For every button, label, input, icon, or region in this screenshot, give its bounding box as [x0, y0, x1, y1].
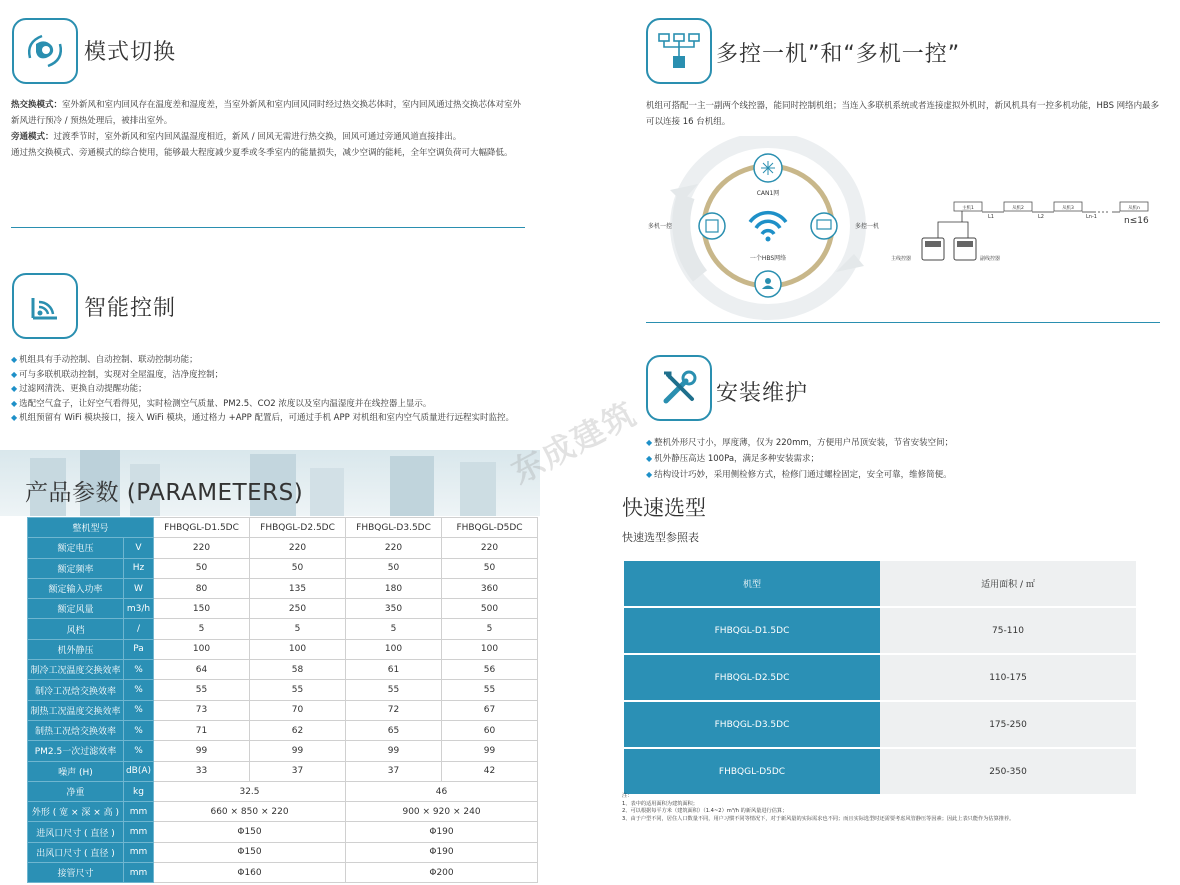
can-label: CAN1网: [756, 190, 780, 197]
table-row: 额定风量 m3/h 150 250 350 500: [28, 599, 538, 619]
svg-text:主机1: 主机1: [962, 206, 974, 211]
smart-control-icon-box: [12, 273, 78, 339]
tools-icon: [656, 365, 702, 411]
table-row: 制冷工况焓交换效率 % 55 55 55 55: [28, 680, 538, 700]
install-list: [646, 435, 1166, 483]
table-header-row: [28, 518, 538, 538]
params-title: 产品参数 (PARAMETERS): [25, 480, 304, 506]
bullet-icon: ◆: [646, 438, 653, 447]
n-label: n≤16: [1124, 216, 1149, 226]
table-row: 出风口尺寸 ( 直径 ) mm Φ150 Φ190: [28, 842, 538, 862]
divider-right-1: [646, 322, 1160, 323]
table-row: PM2.5一次过滤效率 % 99 99 99 99: [28, 741, 538, 761]
table-row: 制热工况温度交换效率 % 73 70 72 67: [28, 700, 538, 720]
svg-text:L1: L1: [988, 214, 994, 220]
quick-select-table: [624, 559, 1136, 796]
table-row: 额定输入功率 W 80 135 180 360: [28, 578, 538, 598]
table-row: 制冷工况温度交换效率 % 64 58 61 56: [28, 660, 538, 680]
install-icon-box: [646, 355, 712, 421]
smart-item: ◆ 选配空气盒子，让好空气看得见，实时检测空气质量、PM2.5、CO2 浓度以及室内温湿度并在线控器上显示。: [11, 398, 432, 409]
svg-text:Ln-1: Ln-1: [1086, 214, 1097, 220]
left-label: 多机一控: [648, 223, 673, 230]
model-header: FHBQGL-D5DC: [442, 518, 538, 538]
smart-item: ◆ 可与多联机联动控制，实现对全屋温度，洁净度控制；: [11, 369, 224, 380]
svg-text:L2: L2: [1038, 214, 1044, 220]
bullet-icon: ◆: [646, 470, 653, 479]
summary-paragraph: 通过热交换模式、旁通模式的综合使用，能够最大程度减少夏季或冬季室内的能量损失，减少空调的能耗，全年空调负荷可大幅降低。: [11, 148, 513, 158]
install-item: ◆ 结构设计巧妙，采用侧检修方式，检修门通过螺栓固定，安全可靠，维修简便。: [646, 470, 952, 480]
table-row: FHBQGL-D5DC 250-350: [624, 749, 1136, 794]
svg-text:从机n: 从机n: [1128, 206, 1140, 211]
table-row: FHBQGL-D3.5DC 175-250: [624, 702, 1136, 747]
multi-control-desc: 机组可搭配一主一副两个线控器，能同时控制机组；当连入多联机系统或者连接虚拟外机时，新风机具有一控多机功能，HBS 网络内最多可以连接 16 台机组。: [646, 101, 1160, 127]
table-row: FHBQGL-D1.5DC 75-110: [624, 608, 1136, 653]
table-row: 噪声 (H) dB(A) 33 37 37 42: [28, 761, 538, 781]
mode-switch-icon: [22, 28, 68, 74]
bullet-icon: ◆: [11, 413, 18, 422]
wiring-diagram: [886, 192, 1166, 268]
svg-text:主线控器: 主线控器: [891, 256, 912, 262]
quick-subtitle: 快速选型参照表: [622, 531, 699, 544]
table-row: 制热工况焓交换效率 % 71 62 65 60: [28, 720, 538, 740]
hbs-label: 一个HBS网络: [749, 255, 787, 262]
smart-item: ◆ 机组预留有 WiFi 模块接口，接入 WiFi 模块，通过格力 +APP 配置后，可通过手机 APP 对机组和室内空气质量进行远程实时监控。: [11, 413, 514, 423]
parameter-table: [27, 517, 538, 883]
model-header: FHBQGL-D1.5DC: [154, 518, 250, 538]
bypass-paragraph: 旁通模式：过渡季节时，室外新风和室内回风温湿度相近，新风 / 回风无需进行热交换，回风可通过旁通风道直接排出。: [11, 132, 462, 142]
table-row: 额定电压 V 220 220 220 220: [28, 538, 538, 558]
install-item: ◆ 机外静压高达 100Pa，满足多种安装需求；: [646, 454, 820, 464]
table-row: 机外静压 Pa 100 100 100 100: [28, 639, 538, 659]
bullet-icon: ◆: [11, 369, 18, 379]
watermark: 东成建筑: [504, 394, 643, 492]
header-model-label: 整机型号: [28, 518, 154, 538]
network-icon: [656, 28, 702, 74]
wifi-hand-icon: [23, 284, 67, 328]
table-row: 接管尺寸 mm Φ160 Φ200: [28, 863, 538, 883]
table-row: 外形 ( 宽 × 深 × 高 ) mm 660 × 850 × 220 900 × 920 × 240: [28, 802, 538, 822]
smart-control-list: [11, 353, 531, 426]
bullet-icon: ◆: [11, 384, 18, 393]
mode-switch-icon-box: [12, 18, 78, 84]
svg-text:副线控器: 副线控器: [980, 256, 1001, 262]
svg-text:从机3: 从机3: [1062, 206, 1074, 211]
bullet-icon: ◆: [646, 454, 653, 463]
table-row: 风档 / 5 5 5 5: [28, 619, 538, 639]
table-row: FHBQGL-D2.5DC 110-175: [624, 655, 1136, 700]
right-label: 多控一机: [855, 223, 880, 230]
smart-item: ◆ 机组具有手动控制、自动控制、联动控制功能；: [11, 355, 198, 365]
divider-left-1: [11, 227, 525, 228]
heat-exchange-paragraph: 热交换模式：室外新风和室内回风存在温度差和湿度差，当室外新风和室内回风同时经过热交换芯体时，室内回风通过热交换芯体对室外新风进行预冷 / 预热处理后，被排出室外。: [11, 100, 522, 126]
install-item: ◆ 整机外形尺寸小，厚度薄，仅为 220mm，方便用户吊顶安装，节省安装空间；: [646, 438, 954, 448]
model-header: FHBQGL-D3.5DC: [346, 518, 442, 538]
bullet-icon: ◆: [11, 355, 18, 364]
bullet-icon: ◆: [11, 398, 18, 408]
multi-control-icon-box: [646, 18, 712, 84]
smart-item: ◆ 过滤网清洗、更换自动提醒功能；: [11, 384, 147, 394]
install-title: 安装维护: [716, 381, 809, 406]
table-row: 进风口尺寸 ( 直径 ) mm Φ150 Φ190: [28, 822, 538, 842]
multi-control-title: 多控一机”和“多机一控”: [716, 42, 961, 67]
svg-text:从机2: 从机2: [1012, 206, 1024, 211]
table-row: 额定频率 Hz 50 50 50 50: [28, 558, 538, 578]
quick-header-row: 机型 适用面积 / ㎡: [624, 561, 1136, 606]
smart-control-title: 智能控制: [84, 296, 177, 321]
model-header: FHBQGL-D2.5DC: [250, 518, 346, 538]
mode-switch-title: 模式切换: [84, 40, 177, 65]
table-row: 净重 kg 32.5 46: [28, 781, 538, 801]
quick-notes: 注： 1、表中的适用面积为建筑面积； 2、可以根据每平方米（建筑面积）（1.4~2）m³/h 的新风量进行估算； 3、由于户型不同，居住人口数量不同，用户习惯不同等情况下，对于新风量的实际需求也不同；而且实际选型时还需要考虑风管静压等因素；因此上表只能作为估算推荐。: [622, 793, 1015, 822]
mode-switch-text: [11, 97, 526, 161]
quick-title: 快速选型: [622, 496, 706, 520]
